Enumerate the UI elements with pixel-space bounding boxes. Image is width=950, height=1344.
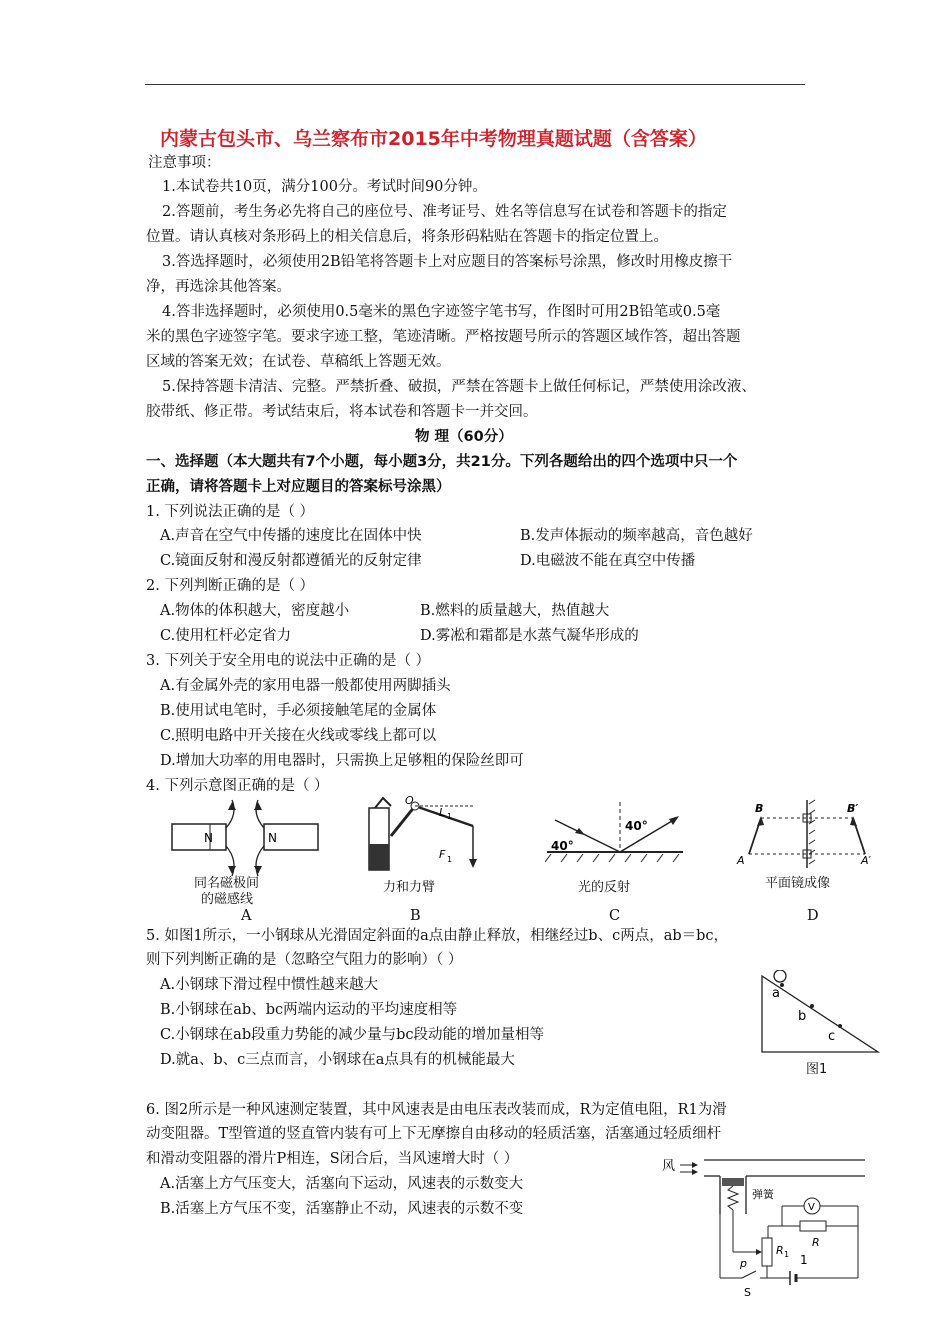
notice-line: 米的黑色字迹签字笔。要求字迹工整，笔迹清晰。严格按题号所示的答题区域作答，超出答题: [146, 329, 741, 345]
resistor-r-label: R: [812, 1236, 820, 1249]
q2-option-a: A.物体的体积越大，密度越小: [160, 603, 350, 619]
q4-stem: 4. 下列示意图正确的是（ ）: [146, 778, 329, 794]
q3-option-d: D.增加大功率的用电器时，只需换上足够粗的保险丝即可: [160, 753, 524, 769]
pole-label-n: N: [268, 831, 277, 845]
lever-arm: [391, 806, 415, 836]
resistor-r: [800, 1221, 826, 1231]
lever-figure: [355, 796, 490, 876]
q3-option-c: C.照明电路中开关接在火线或零线上都可以: [160, 728, 437, 744]
arm-label-sub: 1: [447, 812, 453, 821]
figure-letter: C: [609, 908, 621, 924]
notice-line: 区域的答案无效；在试卷、草稿纸上答题无效。: [146, 354, 451, 370]
magnet-left: [172, 824, 226, 850]
notice-line: 2.答题前，考生务必先将自己的座位号、准考证号、姓名等信息写在试卷和答题卡的指定: [162, 204, 727, 220]
force-label: F: [439, 848, 446, 861]
notice-line: 净，再选涂其他答案。: [146, 279, 291, 295]
voltmeter-label: V: [808, 1202, 815, 1213]
wind-speed-figure: [660, 1152, 870, 1300]
q2-stem: 2. 下列判断正确的是（ ）: [146, 578, 315, 594]
spring-label: 弹簧: [752, 1188, 774, 1201]
figure-letter: A: [241, 908, 252, 924]
q2-option-c: C.使用杠杆必定省力: [160, 628, 292, 644]
figure-caption: 光的反射: [578, 880, 631, 895]
mirror-image-figure: [735, 798, 880, 870]
notice-line: 4.答非选择题时，必须使用0.5毫米的黑色字迹签字笔书写，作图时可用2B铅笔或0.5毫: [162, 304, 721, 320]
q1-option-b: B.发声体振动的频率越高，音色越好: [520, 528, 753, 544]
arm-label: L: [439, 806, 446, 819]
q2-option-b: B.燃料的质量越大，热值越大: [420, 603, 610, 619]
figure-caption: 同名磁极间: [194, 876, 260, 891]
angle-label: 40°: [551, 839, 574, 853]
notice-line: 胶带纸、修正带。考试结束后，将本试卷和答题卡一并交回。: [146, 404, 538, 420]
notice-heading: 注意事项：: [148, 155, 221, 171]
q5-option-c: C.小钢球在ab段重力势能的减少量与bc段动能的增加量相等: [160, 1027, 545, 1043]
notice-line: 位置。请认真核对条形码上的相关信息后，将条形码粘贴在答题卡的指定位置上。: [146, 229, 668, 245]
figure-number: 1: [800, 1253, 808, 1267]
q6-stem: 动变阻器。T型管道的竖直管内装有可上下无摩擦自由移动的轻质活塞，活塞通过轻质细杆: [146, 1126, 722, 1142]
figure-caption: 平面镜成像: [765, 876, 831, 891]
slider-label: p: [740, 1257, 747, 1270]
q3-option-a: A.有金属外壳的家用电器一般都使用两脚插头: [160, 678, 451, 694]
steel-ball: [774, 970, 786, 982]
document-title: 内蒙古包头市、乌兰察布市2015年中考物理真题试题（含答案）: [160, 128, 707, 150]
figure-letter: D: [807, 908, 819, 924]
header-rule: [145, 84, 805, 85]
q1-stem: 1. 下列说法正确的是（ ）: [146, 504, 315, 520]
notice-line: 1.本试卷共10页，满分100分。考试时间90分钟。: [162, 179, 487, 195]
rheostat-r1: [762, 1238, 772, 1266]
q5-option-d: D.就a、b、c三点而言，小钢球在a点具有的机械能最大: [160, 1052, 515, 1068]
pole-label-n: N: [204, 831, 213, 845]
switch-s: [742, 1271, 756, 1278]
q5-option-b: B.小钢球在ab、bc两端内运动的平均速度相等: [160, 1002, 458, 1018]
q3-option-b: B.使用试电笔时，手必须接触笔尾的金属体: [160, 703, 437, 719]
point-c-label: c: [828, 1029, 836, 1044]
part-heading: 一、选择题（本大题共有7个小题，每小题3分，共21分。下列各题给出的四个选项中只一个: [146, 454, 738, 470]
q6-stem: 和滑动变阻器的滑片P相连，S闭合后，当风速增大时（ ）: [146, 1151, 519, 1167]
q3-stem: 3. 下列关于安全用电的说法中正确的是（ ）: [146, 653, 431, 669]
figure-letter: B: [410, 908, 421, 924]
q6-option-b: B.活塞上方气压不变，活塞静止不动，风速表的示数不变: [160, 1201, 524, 1217]
point-label: A: [737, 854, 745, 867]
q5-stem: 5. 如图1所示，一小钢球从光滑固定斜面的a点由静止释放，相继经过b、c两点，ab＝bc，: [146, 928, 729, 944]
q6-option-a: A.活塞上方气压变大，活塞向下运动，风速表的示数变大: [160, 1176, 524, 1192]
q1-option-a: A.声音在空气中传播的速度比在固体中快: [160, 528, 422, 544]
wind-label: 风: [662, 1159, 676, 1174]
switch-label: S: [744, 1286, 751, 1299]
q1-option-d: D.电磁波不能在真空中传播: [520, 553, 696, 569]
section-heading: 物 理（60分）: [415, 429, 513, 445]
q6-stem: 6. 图2所示是一种风速测定装置，其中风速表是由电压表改装而成，R为定值电阻，R1为滑: [146, 1102, 727, 1118]
q1-option-c: C.镜面反射和漫反射都遵循光的反射定律: [160, 553, 422, 569]
q5-stem: 则下列判断正确的是（忽略空气阻力的影响）（ ）: [146, 952, 463, 968]
figure-caption: 力和力臂: [383, 880, 436, 895]
notice-line: 3.答选择题时，必须使用2B铅笔将答题卡上对应题目的答案标号涂黑，修改时用橡皮擦干: [162, 254, 733, 270]
q5-option-a: A.小钢球下滑过程中惯性越来越大: [160, 977, 379, 993]
point-a-label: a: [772, 986, 780, 1001]
point-label: B′: [847, 802, 859, 815]
incline-figure: [758, 970, 883, 1056]
figure-caption: 的磁感线: [201, 892, 254, 907]
magnet-field-figure: [170, 798, 320, 878]
notice-line: 5.保持答题卡清洁、完整。严禁折叠、破损，严禁在答题卡上做任何标记，严禁使用涂改液、: [162, 379, 756, 395]
figure-caption: 图1: [806, 1062, 828, 1077]
reflection-figure: [545, 800, 685, 870]
piston: [722, 1178, 744, 1186]
spring: [728, 1186, 738, 1210]
point-label: A′: [861, 854, 872, 867]
q2-option-d: D.雾凇和霜都是水蒸气凝华形成的: [420, 628, 639, 644]
rheostat-label: R: [776, 1244, 784, 1257]
pivot-label: O: [405, 796, 414, 807]
point-b-label: b: [798, 1009, 807, 1024]
point-label: B: [755, 802, 764, 815]
rheostat-label-sub: 1: [784, 1250, 790, 1259]
angle-label: 40°: [625, 819, 648, 833]
force-label-sub: 1: [447, 855, 453, 864]
part-heading: 正确，请将答题卡上对应题目的答案标号涂黑）: [146, 479, 451, 495]
